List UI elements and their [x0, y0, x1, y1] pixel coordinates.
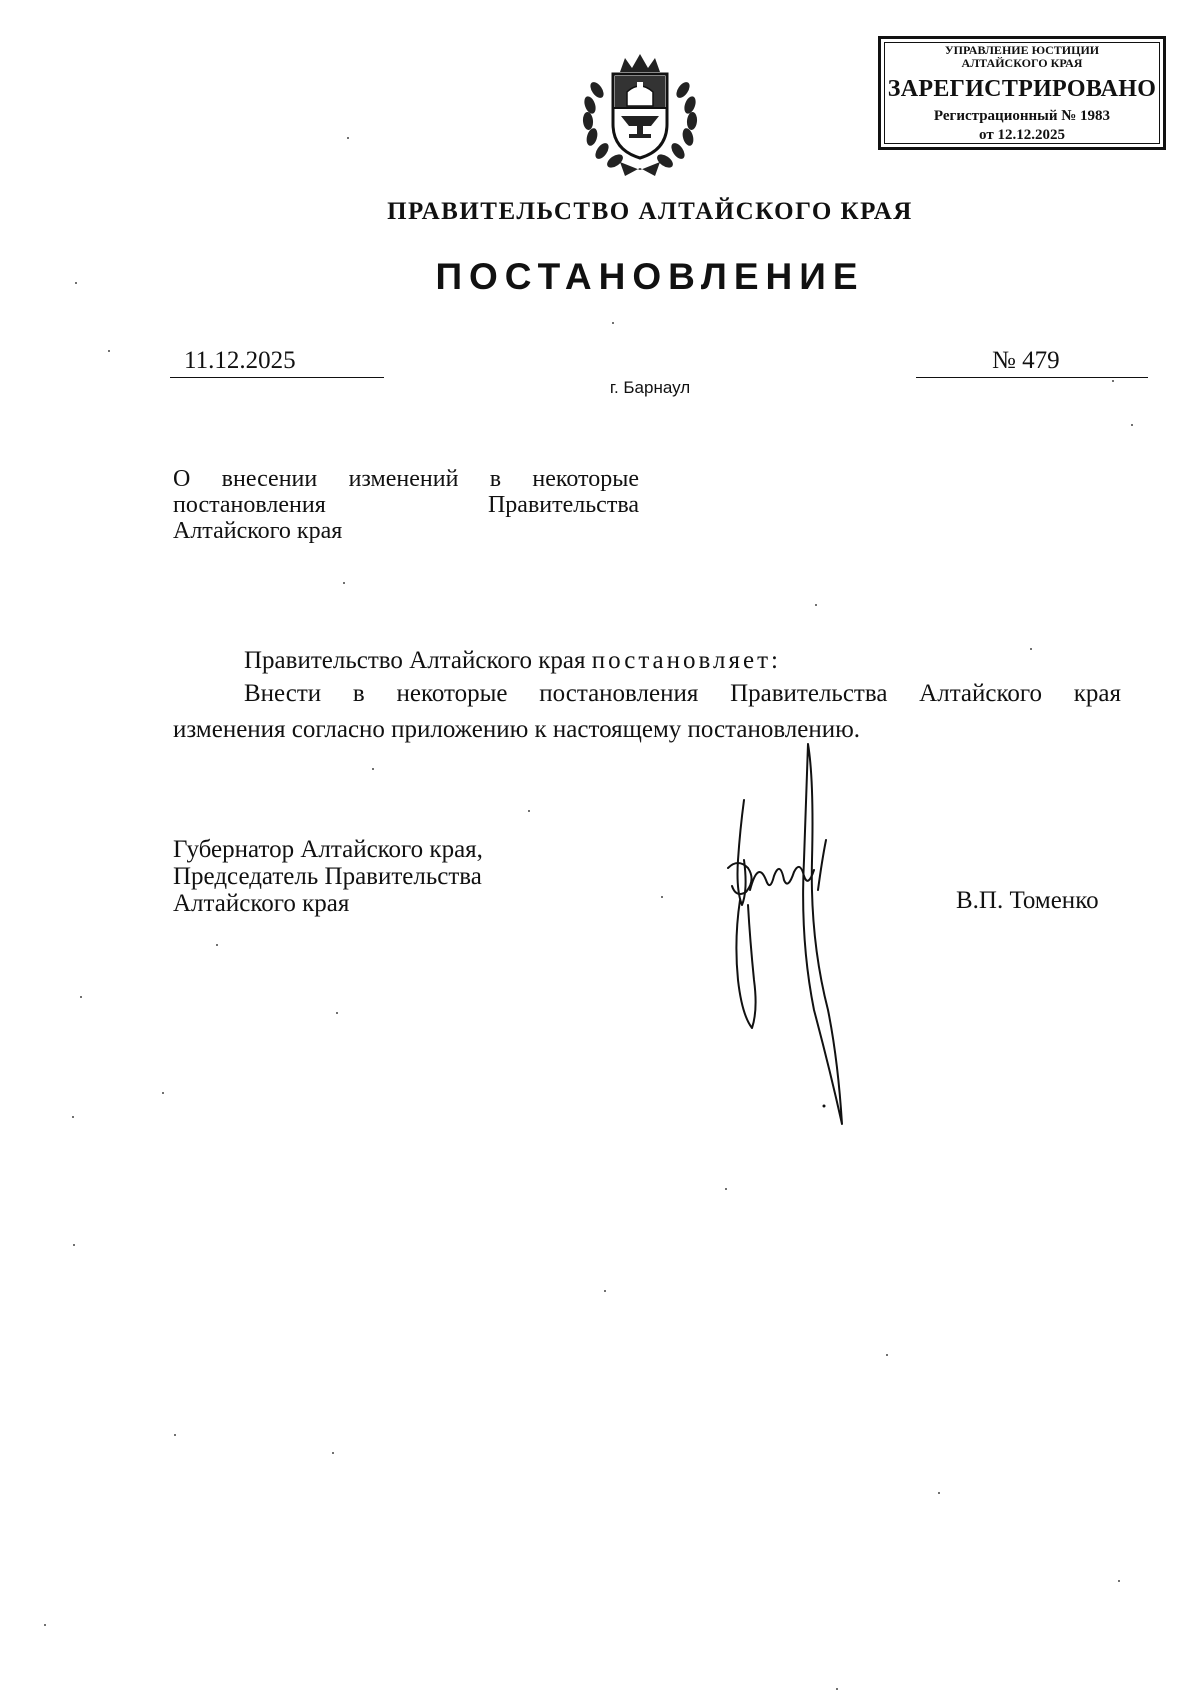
scan-speck: [75, 282, 77, 284]
subject-line-1: О внесении изменений в некоторые: [173, 466, 639, 492]
signer-name: В.П. Томенко: [956, 887, 1099, 914]
scan-speck: [1118, 1580, 1120, 1582]
signer-title: [173, 836, 483, 917]
scan-speck: [72, 1116, 74, 1118]
scan-speck: [343, 582, 345, 584]
document-date: 11.12.2025: [184, 347, 296, 374]
document-city: г. Барнаул: [609, 378, 691, 397]
scan-speck: [725, 1188, 727, 1190]
stamp-registration-number: Регистрационный № 1983: [933, 108, 1111, 124]
stamp-authority-line2: АЛТАЙСКОГО КРАЯ: [961, 56, 1083, 70]
scan-speck: [815, 604, 817, 606]
scan-speck: [612, 322, 614, 324]
scan-speck: [73, 1244, 75, 1246]
document-number-field: [916, 346, 1148, 378]
scan-speck: [528, 810, 530, 812]
scan-speck: [604, 1290, 606, 1292]
scan-speck: [347, 137, 349, 139]
scan-speck: [372, 768, 374, 770]
decision-line-1-text: Внести в некоторые постановления Правительства Алтайского края: [244, 680, 1121, 707]
preamble-keyword: постановляет:: [591, 647, 781, 674]
signer-title-line-3: Алтайского края: [173, 890, 350, 917]
preamble-text: Правительство Алтайского края: [244, 647, 592, 674]
signer-title-line-2: Председатель Правительства: [173, 863, 482, 890]
scan-speck: [332, 1452, 334, 1454]
stamp-date: от 12.12.2025: [979, 127, 1065, 143]
handwritten-signature-icon: [710, 740, 880, 1140]
scan-speck: [836, 1688, 838, 1690]
scan-speck: [938, 1492, 940, 1494]
document-number: № 479: [992, 347, 1060, 374]
registration-stamp: [878, 36, 1166, 150]
subject-line-3: Алтайского края: [173, 518, 343, 544]
scan-speck: [216, 944, 218, 946]
scan-speck: [44, 1624, 46, 1626]
document-subject: [173, 466, 639, 544]
scan-speck: [661, 896, 663, 898]
scan-speck: [80, 996, 82, 998]
scan-speck: [336, 1012, 338, 1014]
organization-title: ПРАВИТЕЛЬСТВО АЛТАЙСКОГО КРАЯ: [387, 198, 913, 225]
coat-of-arms-icon: [575, 50, 705, 178]
body-decision: [173, 676, 1121, 748]
scan-speck: [174, 1434, 176, 1436]
decision-line-1: [173, 676, 1121, 712]
stamp-authority-line1: УПРАВЛЕНИЕ ЮСТИЦИИ: [944, 43, 1100, 57]
decision-line-2: изменения согласно приложению к настоящему постановлению.: [173, 716, 861, 743]
scan-speck: [1112, 380, 1114, 382]
scan-speck: [108, 350, 110, 352]
body-preamble: [244, 646, 781, 676]
document-date-field: [170, 346, 384, 378]
scan-speck: [1030, 648, 1032, 650]
stamp-status: ЗАРЕГИСТРИРОВАНО: [887, 76, 1157, 102]
signer-title-line-1: Губернатор Алтайского края,: [173, 836, 483, 863]
scan-speck: [1131, 424, 1133, 426]
subject-line-2: постановления Правительства: [173, 492, 639, 518]
document-type-title: ПОСТАНОВЛЕНИЕ: [435, 256, 865, 297]
scan-speck: [886, 1354, 888, 1356]
scan-speck: [162, 1092, 164, 1094]
